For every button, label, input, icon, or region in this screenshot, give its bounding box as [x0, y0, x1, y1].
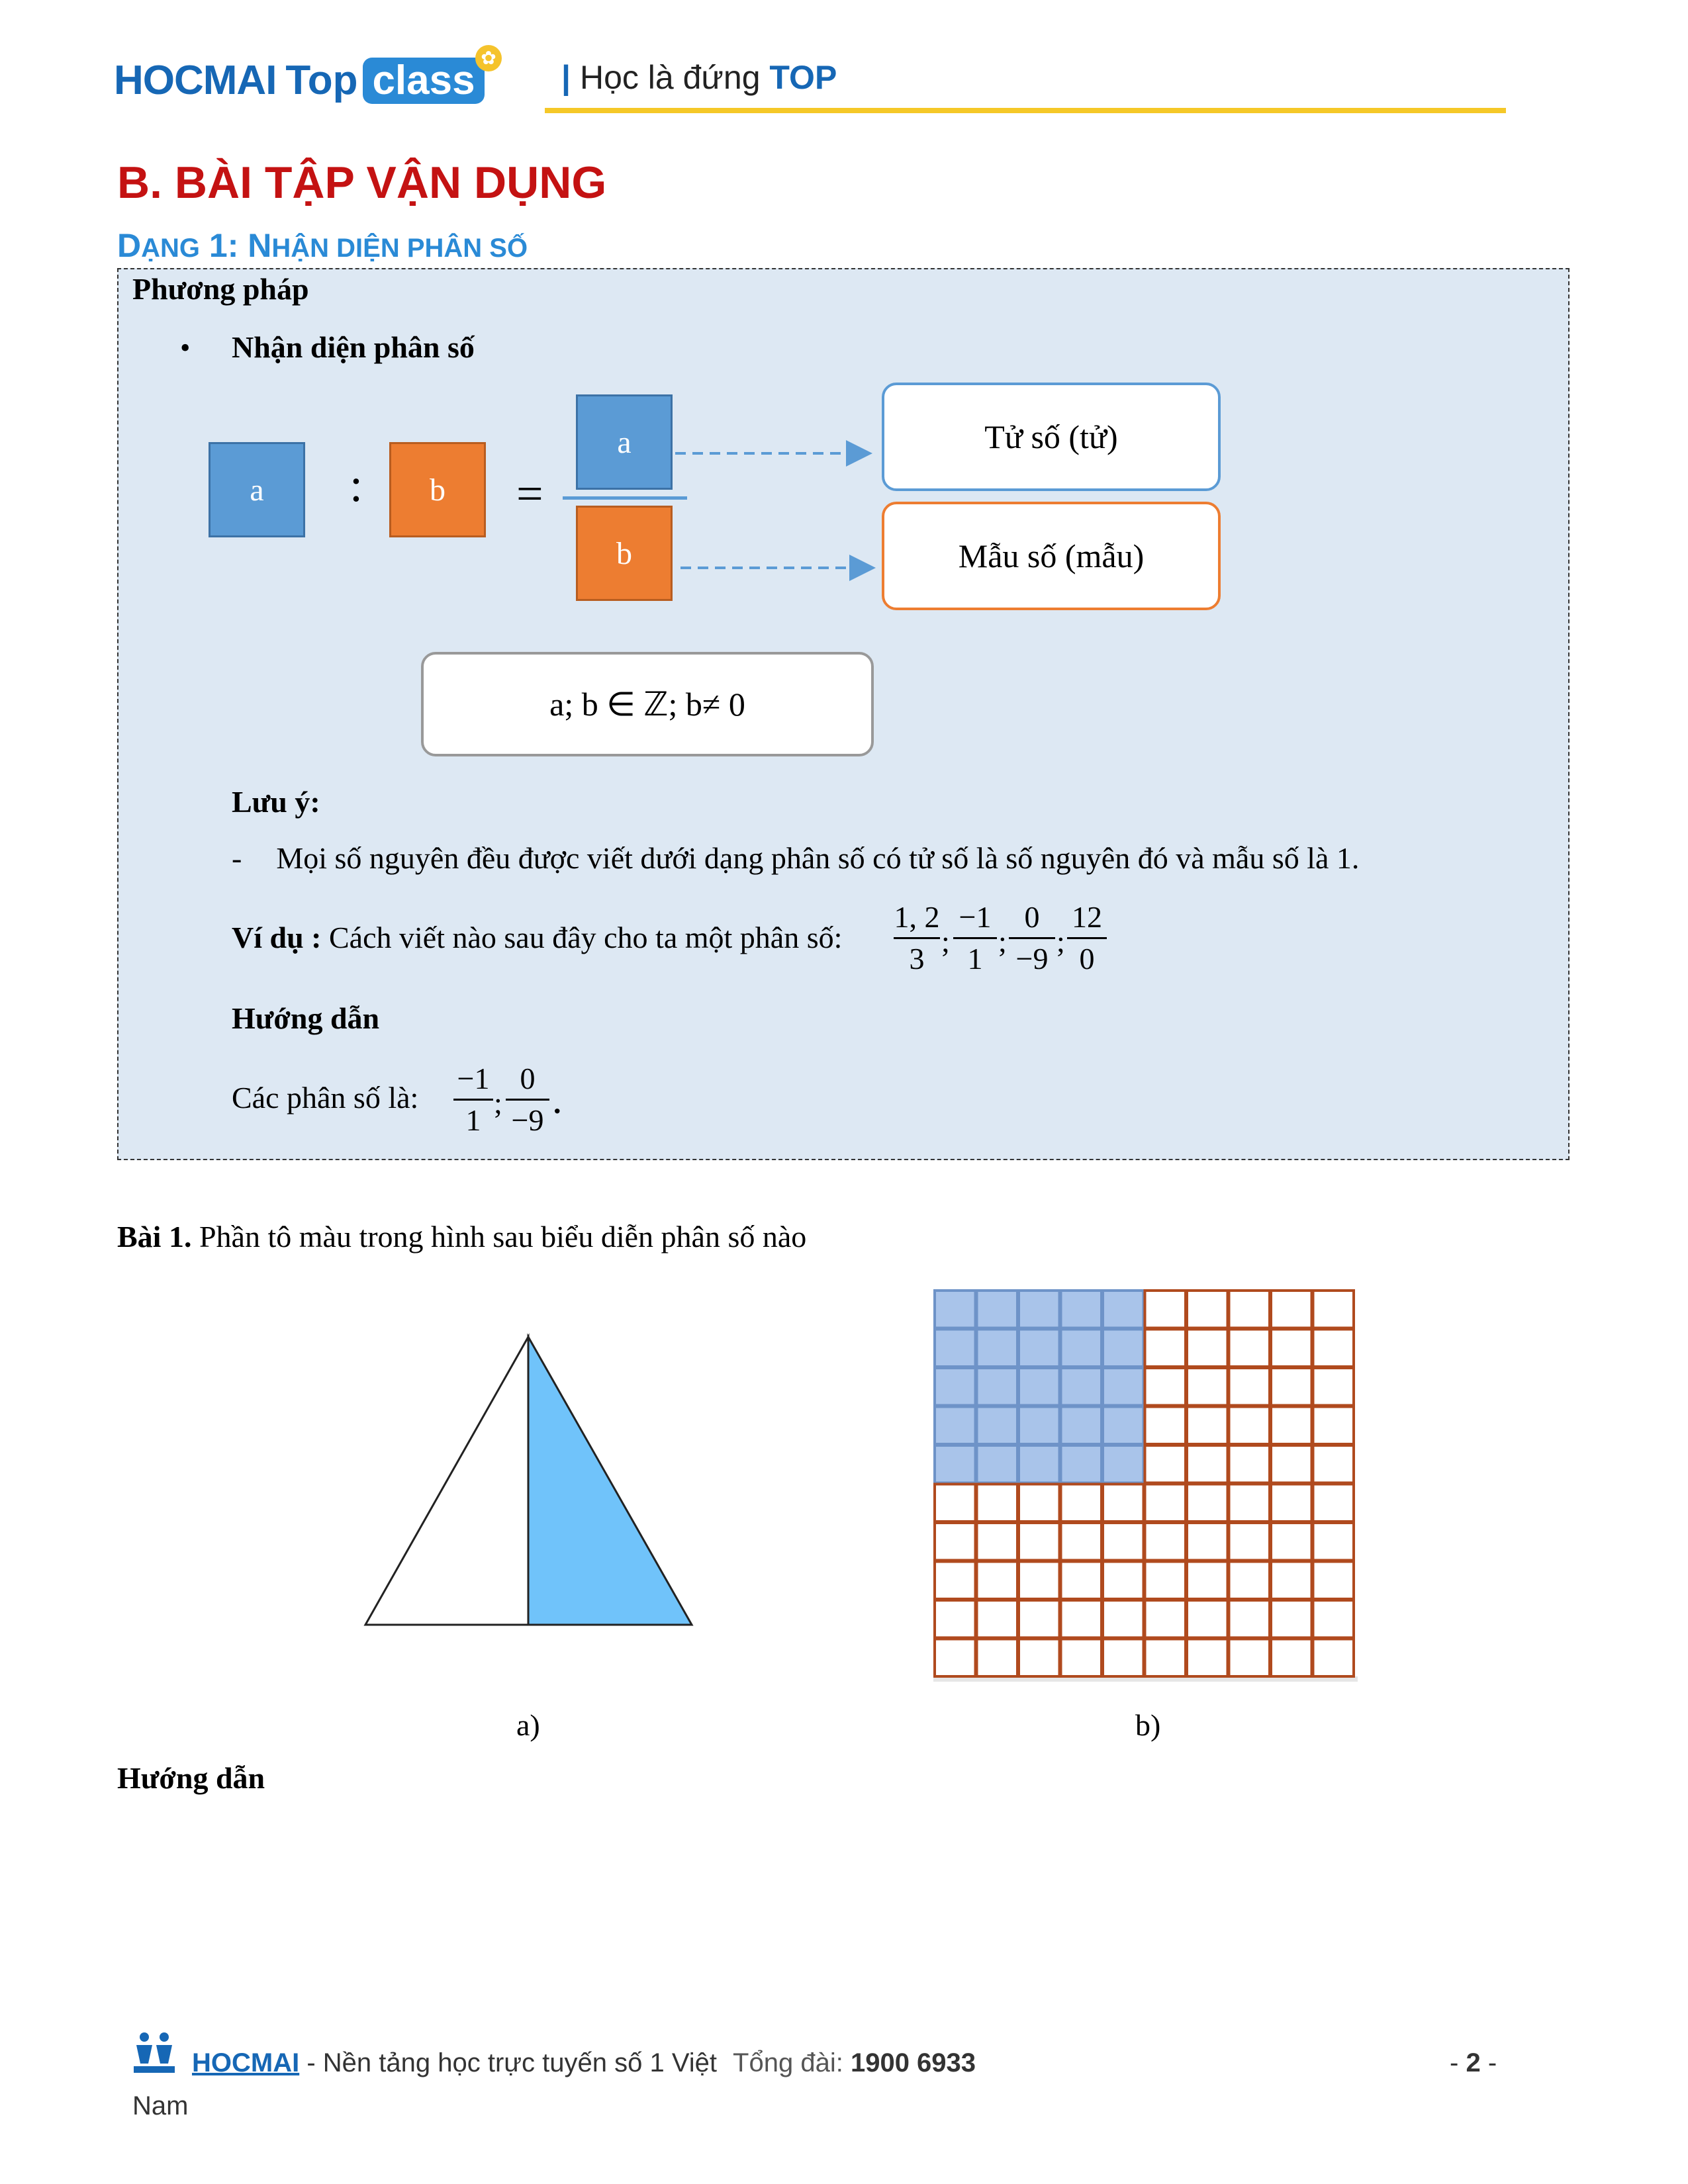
logo-hocmai: HOCMAI [114, 58, 277, 103]
tagline-bar: | [561, 59, 571, 96]
grid-cell [1229, 1523, 1270, 1561]
fraction-denominator: −9 [511, 1103, 544, 1137]
denominator-box: b [576, 506, 673, 601]
grid-cell [1229, 1600, 1270, 1638]
triangle-left-half [365, 1337, 528, 1625]
grid-cell-shaded [977, 1368, 1018, 1406]
grid-cell [1271, 1484, 1312, 1522]
grid-cell [1313, 1600, 1354, 1638]
subtitle-part: D [117, 227, 142, 264]
grid-cell-shaded [1061, 1445, 1102, 1483]
exercise-guide-title: Hướng dẫn [117, 1761, 265, 1795]
grid-cell [1271, 1407, 1312, 1445]
grid-cell [1103, 1484, 1144, 1522]
tagline [561, 58, 837, 97]
grid-cell [1229, 1407, 1270, 1445]
footer-brand-link[interactable]: HOCMAI [192, 2048, 300, 2077]
grid-cell-shaded [1019, 1445, 1060, 1483]
bullet-text: Nhận diện phân số [232, 330, 475, 364]
grid-cell-shaded [935, 1407, 976, 1445]
grid-cell [1187, 1484, 1228, 1522]
grid-cell [1103, 1562, 1144, 1600]
method-title: Phương pháp [132, 272, 309, 306]
colon-sign: : [350, 459, 363, 512]
arrows [669, 437, 887, 582]
grid-cell [935, 1600, 976, 1638]
grid-cell [935, 1639, 976, 1677]
fraction-denominator: 3 [909, 942, 925, 976]
semicolon: ; [494, 1086, 502, 1120]
page-suffix: - [1487, 2048, 1497, 2077]
condition-box: a; b ∈ ℤ; b≠ 0 [421, 652, 874, 756]
grid-cell [1187, 1291, 1228, 1328]
grid-cell [1019, 1484, 1060, 1522]
grid-cell [1061, 1484, 1102, 1522]
footer-slogan: - Nền tảng học trực tuyến số 1 Việt [299, 2048, 718, 2077]
fraction-numerator: 0 [1024, 900, 1040, 934]
note-title: Lưu ý: [232, 785, 320, 819]
footer-text [192, 2048, 976, 2078]
fraction-numerator: 0 [520, 1062, 536, 1095]
grid-cell [1103, 1523, 1144, 1561]
grid-cell [977, 1523, 1018, 1561]
grid-cell [1313, 1407, 1354, 1445]
grid-cell [1229, 1291, 1270, 1328]
grid-cell [1145, 1523, 1186, 1561]
subsection-title [117, 226, 528, 265]
grid-cell [1061, 1639, 1102, 1677]
grid-cell [1313, 1484, 1354, 1522]
logo-class: class [363, 58, 484, 104]
figure-a-triangle [357, 1330, 702, 1635]
grid-cell [1187, 1368, 1228, 1406]
grid-cell [977, 1562, 1018, 1600]
grid-cell [1103, 1600, 1144, 1638]
grid-cell [1145, 1600, 1186, 1638]
page-number [1450, 2048, 1497, 2078]
grid-cell [1061, 1562, 1102, 1600]
grid-cell [1187, 1600, 1228, 1638]
fraction-denominator: 0 [1079, 942, 1095, 976]
grid-cell [1271, 1368, 1312, 1406]
grid-cell [1019, 1523, 1060, 1561]
grid-cell [1187, 1445, 1228, 1483]
grid-cell [1187, 1562, 1228, 1600]
answer-period: . [553, 1086, 561, 1120]
example-label: Ví dụ : [232, 921, 322, 954]
grid-cell [1145, 1407, 1186, 1445]
grid-cell-shaded [1061, 1291, 1102, 1328]
answer-text: Các phân số là: [232, 1081, 419, 1115]
example-line [232, 920, 842, 955]
grid-cell-shaded [935, 1445, 976, 1483]
grid-cell [1187, 1639, 1228, 1677]
denominator-label-box: Mẫu số (mẫu) [882, 502, 1221, 610]
grid-cell [1313, 1639, 1354, 1677]
hocmai-footer-icon [131, 2030, 177, 2075]
fraction-denominator: 1 [967, 942, 983, 976]
grid-cell [977, 1484, 1018, 1522]
grid-cell [1271, 1639, 1312, 1677]
grid-cell-shaded [1103, 1330, 1144, 1367]
grid-cell-shaded [1019, 1291, 1060, 1328]
grid-cell [1187, 1523, 1228, 1561]
grid-cell [1313, 1523, 1354, 1561]
grid-cell-shaded [935, 1291, 976, 1328]
grid-cell [1187, 1407, 1228, 1445]
grid-cell [1271, 1291, 1312, 1328]
grid-cell [1229, 1445, 1270, 1483]
grid-cell [1061, 1523, 1102, 1561]
grid-cell-shaded [1019, 1407, 1060, 1445]
grid-cell [1103, 1639, 1144, 1677]
subtitle-part: ẠNG [141, 234, 200, 263]
fraction-numerator: −1 [457, 1062, 490, 1095]
section-title: B. BÀI TẬP VẬN DỤNG [117, 158, 607, 208]
grid-cell-shaded [1103, 1291, 1144, 1328]
grid-cell [1271, 1600, 1312, 1638]
tagline-highlight: TOP [769, 59, 837, 96]
grid-cell [1313, 1291, 1354, 1328]
grid-cell [1313, 1562, 1354, 1600]
numerator-box: a [576, 394, 673, 490]
grid-cell [935, 1484, 976, 1522]
grid-cell [1145, 1639, 1186, 1677]
triangle-right-half [528, 1337, 692, 1625]
example-fraction [894, 897, 940, 979]
grid-cell-shaded [1061, 1368, 1102, 1406]
semicolon: ; [941, 925, 950, 958]
box-a: a [209, 442, 305, 537]
page-number-value: 2 [1466, 2048, 1481, 2077]
star-icon: ✿ [475, 45, 502, 71]
grid-cell-shaded [977, 1291, 1018, 1328]
exercise-question [117, 1219, 806, 1254]
example-fraction [1009, 897, 1055, 979]
example-text: Cách viết nào sau đây cho ta một phân số: [321, 921, 843, 954]
grid-cell [1229, 1484, 1270, 1522]
grid-cell-shaded [1061, 1407, 1102, 1445]
subtitle-part: 1: N [200, 227, 272, 264]
fraction-numerator: −1 [959, 900, 992, 934]
hocmai-logo [114, 57, 485, 104]
logo-top: Top [285, 58, 358, 103]
equals-sign: = [516, 467, 543, 520]
grid-cell [1061, 1600, 1102, 1638]
grid-cell [1145, 1291, 1186, 1328]
note-text: Mọi số nguyên đều được viết dưới dạng phân số có tử số là số nguyên đó và mẫu số là 1. [276, 841, 1360, 875]
fraction-denominator: 1 [465, 1103, 481, 1137]
grid-cell [1313, 1445, 1354, 1483]
grid-cell-shaded [1019, 1330, 1060, 1367]
box-b: b [389, 442, 486, 537]
footer-hotline-label: Tổng đài: [733, 2048, 843, 2077]
tagline-text: Học là đứng [580, 59, 761, 96]
grid-cell [1229, 1330, 1270, 1367]
header-divider [545, 108, 1506, 113]
page-prefix: - [1450, 2048, 1459, 2077]
footer-continuation: Nam [132, 2091, 189, 2120]
grid-cell-shaded [935, 1330, 976, 1367]
grid-cell [1229, 1562, 1270, 1600]
semicolon: ; [998, 925, 1007, 958]
grid-cell [1019, 1600, 1060, 1638]
grid-cell-shaded [1103, 1445, 1144, 1483]
grid-cell [1271, 1445, 1312, 1483]
caption-b: b) [1135, 1708, 1161, 1742]
fraction-numerator: 1, 2 [894, 900, 940, 934]
grid-cell-shaded [977, 1445, 1018, 1483]
grid-cell [1229, 1639, 1270, 1677]
grid-cell [935, 1523, 976, 1561]
grid-cell [977, 1600, 1018, 1638]
note-line [232, 841, 1359, 876]
grid-cell [1145, 1445, 1186, 1483]
grid-cell-shaded [977, 1330, 1018, 1367]
guide-title: Hướng dẫn [232, 1001, 380, 1035]
example-fraction [1067, 897, 1107, 979]
fraction-numerator: 12 [1072, 900, 1102, 934]
grid-cell [977, 1639, 1018, 1677]
grid-cell [1313, 1330, 1354, 1367]
example-fraction [953, 897, 997, 979]
grid-cell-shaded [1103, 1407, 1144, 1445]
exercise-text: Phần tô màu trong hình sau biểu diễn phân số nào [191, 1220, 807, 1253]
answer-fraction [506, 1059, 549, 1140]
fraction-denominator: −9 [1015, 942, 1049, 976]
grid-cell-shaded [1061, 1330, 1102, 1367]
grid-cell-shaded [1019, 1368, 1060, 1406]
bullet-icon: • [180, 332, 191, 364]
note-dash: - [232, 841, 242, 875]
caption-a: a) [516, 1708, 540, 1742]
grid-cell-shaded [1103, 1368, 1144, 1406]
grid-cell [1313, 1368, 1354, 1406]
grid-cell [1019, 1562, 1060, 1600]
subtitle-part: HẬN DIỆN PHÂN SỐ [271, 234, 528, 263]
figure-b-grid [933, 1284, 1377, 1694]
grid-cell [1145, 1562, 1186, 1600]
grid-cell [1187, 1330, 1228, 1367]
grid-cell [1019, 1639, 1060, 1677]
answer-fraction [453, 1059, 493, 1140]
numerator-label-box: Tử số (tử) [882, 383, 1221, 491]
footer-hotline: 1900 6933 [850, 2048, 976, 2077]
grid-cell [1145, 1484, 1186, 1522]
grid-cell [1229, 1368, 1270, 1406]
grid-cell-shaded [935, 1368, 976, 1406]
grid-cell [1145, 1368, 1186, 1406]
grid-cell [1271, 1562, 1312, 1600]
exercise-label: Bài 1. [117, 1220, 192, 1253]
grid-cell [1271, 1330, 1312, 1367]
grid-cell-shaded [977, 1407, 1018, 1445]
grid-cell [1271, 1523, 1312, 1561]
grid-cell [935, 1562, 976, 1600]
semicolon: ; [1056, 925, 1065, 958]
grid-cell [1145, 1330, 1186, 1367]
